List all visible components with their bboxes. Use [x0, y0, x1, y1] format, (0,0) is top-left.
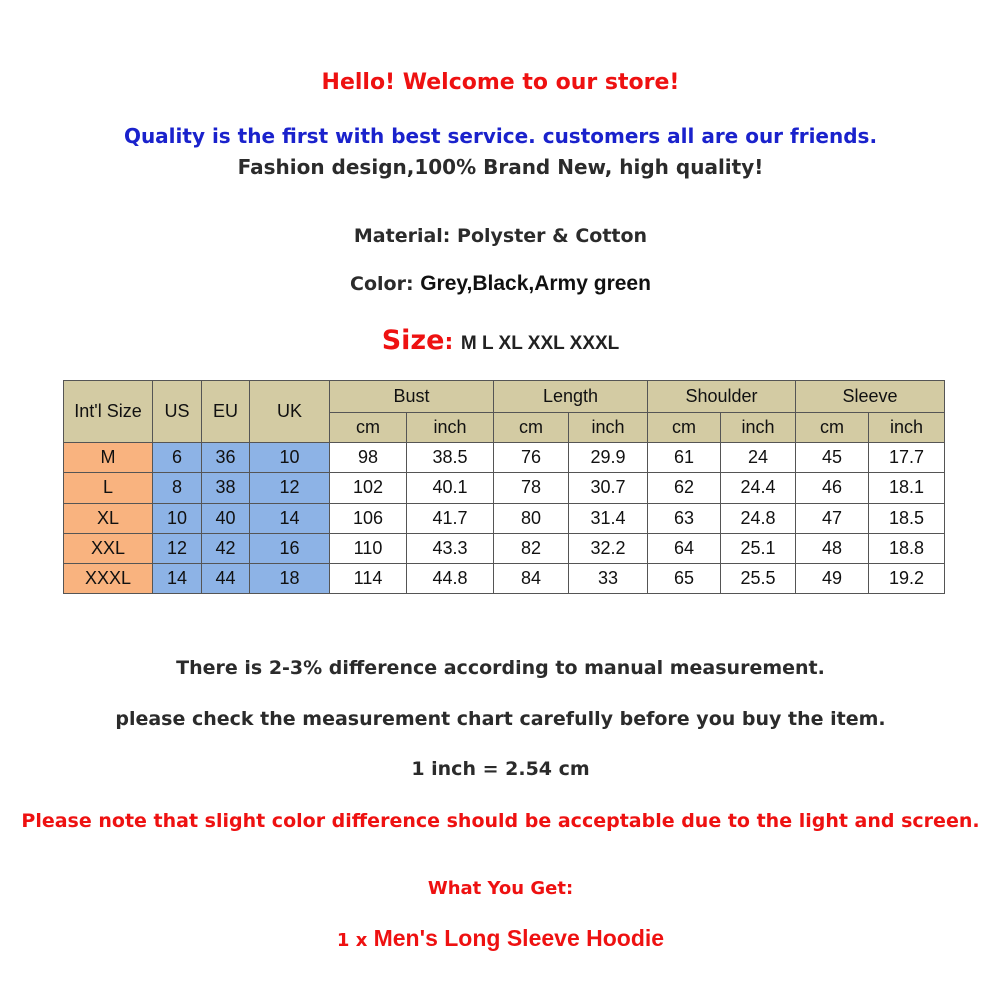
- table-cell: 106: [330, 503, 407, 533]
- table-cell: 36: [202, 443, 250, 473]
- table-cell: 10: [250, 443, 330, 473]
- header-shoulder: Shoulder: [648, 381, 796, 413]
- welcome-heading: Hello! Welcome to our store!: [321, 70, 680, 95]
- color-difference-note: Please note that slight color difference should be acceptable due to the light and screen.: [21, 810, 980, 832]
- table-cell: 61: [648, 443, 721, 473]
- table-row: [64, 503, 945, 533]
- material-line: Material: Polyster & Cotton: [353, 225, 648, 247]
- table-cell: 32.2: [569, 533, 648, 563]
- table-cell: 24.4: [721, 473, 796, 503]
- item-name: Men's Long Sleeve Hoodie: [373, 925, 665, 951]
- quality-tagline: Quality is the first with best service. customers all are our friends.: [123, 124, 878, 148]
- header-intl-size: Int'l Size: [64, 381, 153, 443]
- table-cell: 29.9: [569, 443, 648, 473]
- table-cell: 114: [330, 563, 407, 593]
- table-cell: 25.1: [721, 533, 796, 563]
- table-cell: 16: [250, 533, 330, 563]
- table-cell: 65: [648, 563, 721, 593]
- size-cell: M: [64, 443, 153, 473]
- table-cell: 24: [721, 443, 796, 473]
- table-cell: 110: [330, 533, 407, 563]
- item-quantity: 1 x: [336, 930, 374, 951]
- table-row: [64, 443, 945, 473]
- table-cell: 44: [202, 563, 250, 593]
- size-line: [0, 325, 1001, 356]
- table-cell: 25.5: [721, 563, 796, 593]
- table-cell: 64: [648, 533, 721, 563]
- table-header-row: [64, 381, 945, 413]
- color-line: [0, 272, 1001, 296]
- size-value: M L XL XXL XXXL: [460, 333, 620, 354]
- size-label: Size: [381, 325, 445, 356]
- size-chart-table: [63, 380, 945, 594]
- table-cell: 43.3: [407, 533, 494, 563]
- table-cell: 80: [494, 503, 569, 533]
- table-cell: 33: [569, 563, 648, 593]
- unit-cell: inch: [721, 413, 796, 443]
- unit-cell: cm: [648, 413, 721, 443]
- header-bust: Bust: [330, 381, 494, 413]
- table-cell: 78: [494, 473, 569, 503]
- table-cell: 38: [202, 473, 250, 503]
- table-cell: 18.5: [869, 503, 945, 533]
- table-cell: 98: [330, 443, 407, 473]
- table-cell: 42: [202, 533, 250, 563]
- inch-conversion: 1 inch = 2.54 cm: [411, 758, 590, 780]
- color-label: Color:: [350, 273, 421, 295]
- unit-cell: inch: [569, 413, 648, 443]
- table-cell: 44.8: [407, 563, 494, 593]
- unit-cell: cm: [330, 413, 407, 443]
- header-eu: EU: [202, 381, 250, 443]
- table-cell: 17.7: [869, 443, 945, 473]
- table-cell: 47: [796, 503, 869, 533]
- table-cell: 40.1: [407, 473, 494, 503]
- what-you-get-heading: What You Get:: [427, 878, 574, 899]
- size-cell: XXXL: [64, 563, 153, 593]
- table-cell: 31.4: [569, 503, 648, 533]
- header-us: US: [153, 381, 202, 443]
- unit-cell: inch: [869, 413, 945, 443]
- table-cell: 62: [648, 473, 721, 503]
- table-cell: 10: [153, 503, 202, 533]
- table-cell: 48: [796, 533, 869, 563]
- table-cell: 63: [648, 503, 721, 533]
- table-cell: 41.7: [407, 503, 494, 533]
- table-cell: 18: [250, 563, 330, 593]
- size-cell: L: [64, 473, 153, 503]
- unit-cell: cm: [796, 413, 869, 443]
- difference-note: There is 2-3% difference according to manual measurement.: [176, 657, 825, 679]
- header-length: Length: [494, 381, 648, 413]
- table-cell: 46: [796, 473, 869, 503]
- header-sleeve: Sleeve: [796, 381, 945, 413]
- size-cell: XXL: [64, 533, 153, 563]
- table-row: [64, 563, 945, 593]
- size-colon: :: [444, 330, 461, 355]
- fashion-tagline: Fashion design,100% Brand New, high quality!: [237, 155, 764, 179]
- table-cell: 49: [796, 563, 869, 593]
- table-cell: 82: [494, 533, 569, 563]
- color-value: Grey,Black,Army green: [420, 272, 651, 295]
- table-cell: 76: [494, 443, 569, 473]
- table-cell: 18.1: [869, 473, 945, 503]
- package-contents: [0, 925, 1001, 952]
- unit-cell: cm: [494, 413, 569, 443]
- size-cell: XL: [64, 503, 153, 533]
- table-cell: 8: [153, 473, 202, 503]
- table-cell: 24.8: [721, 503, 796, 533]
- table-cell: 12: [250, 473, 330, 503]
- table-cell: 84: [494, 563, 569, 593]
- table-row: [64, 533, 945, 563]
- unit-cell: inch: [407, 413, 494, 443]
- table-cell: 12: [153, 533, 202, 563]
- table-cell: 30.7: [569, 473, 648, 503]
- table-cell: 40: [202, 503, 250, 533]
- check-note: please check the measurement chart carefully before you buy the item.: [115, 708, 886, 730]
- table-cell: 102: [330, 473, 407, 503]
- table-cell: 18.8: [869, 533, 945, 563]
- table-cell: 19.2: [869, 563, 945, 593]
- table-cell: 14: [250, 503, 330, 533]
- table-cell: 38.5: [407, 443, 494, 473]
- table-row: [64, 473, 945, 503]
- table-body: [64, 443, 945, 594]
- table-cell: 45: [796, 443, 869, 473]
- table-cell: 6: [153, 443, 202, 473]
- header-uk: UK: [250, 381, 330, 443]
- table-cell: 14: [153, 563, 202, 593]
